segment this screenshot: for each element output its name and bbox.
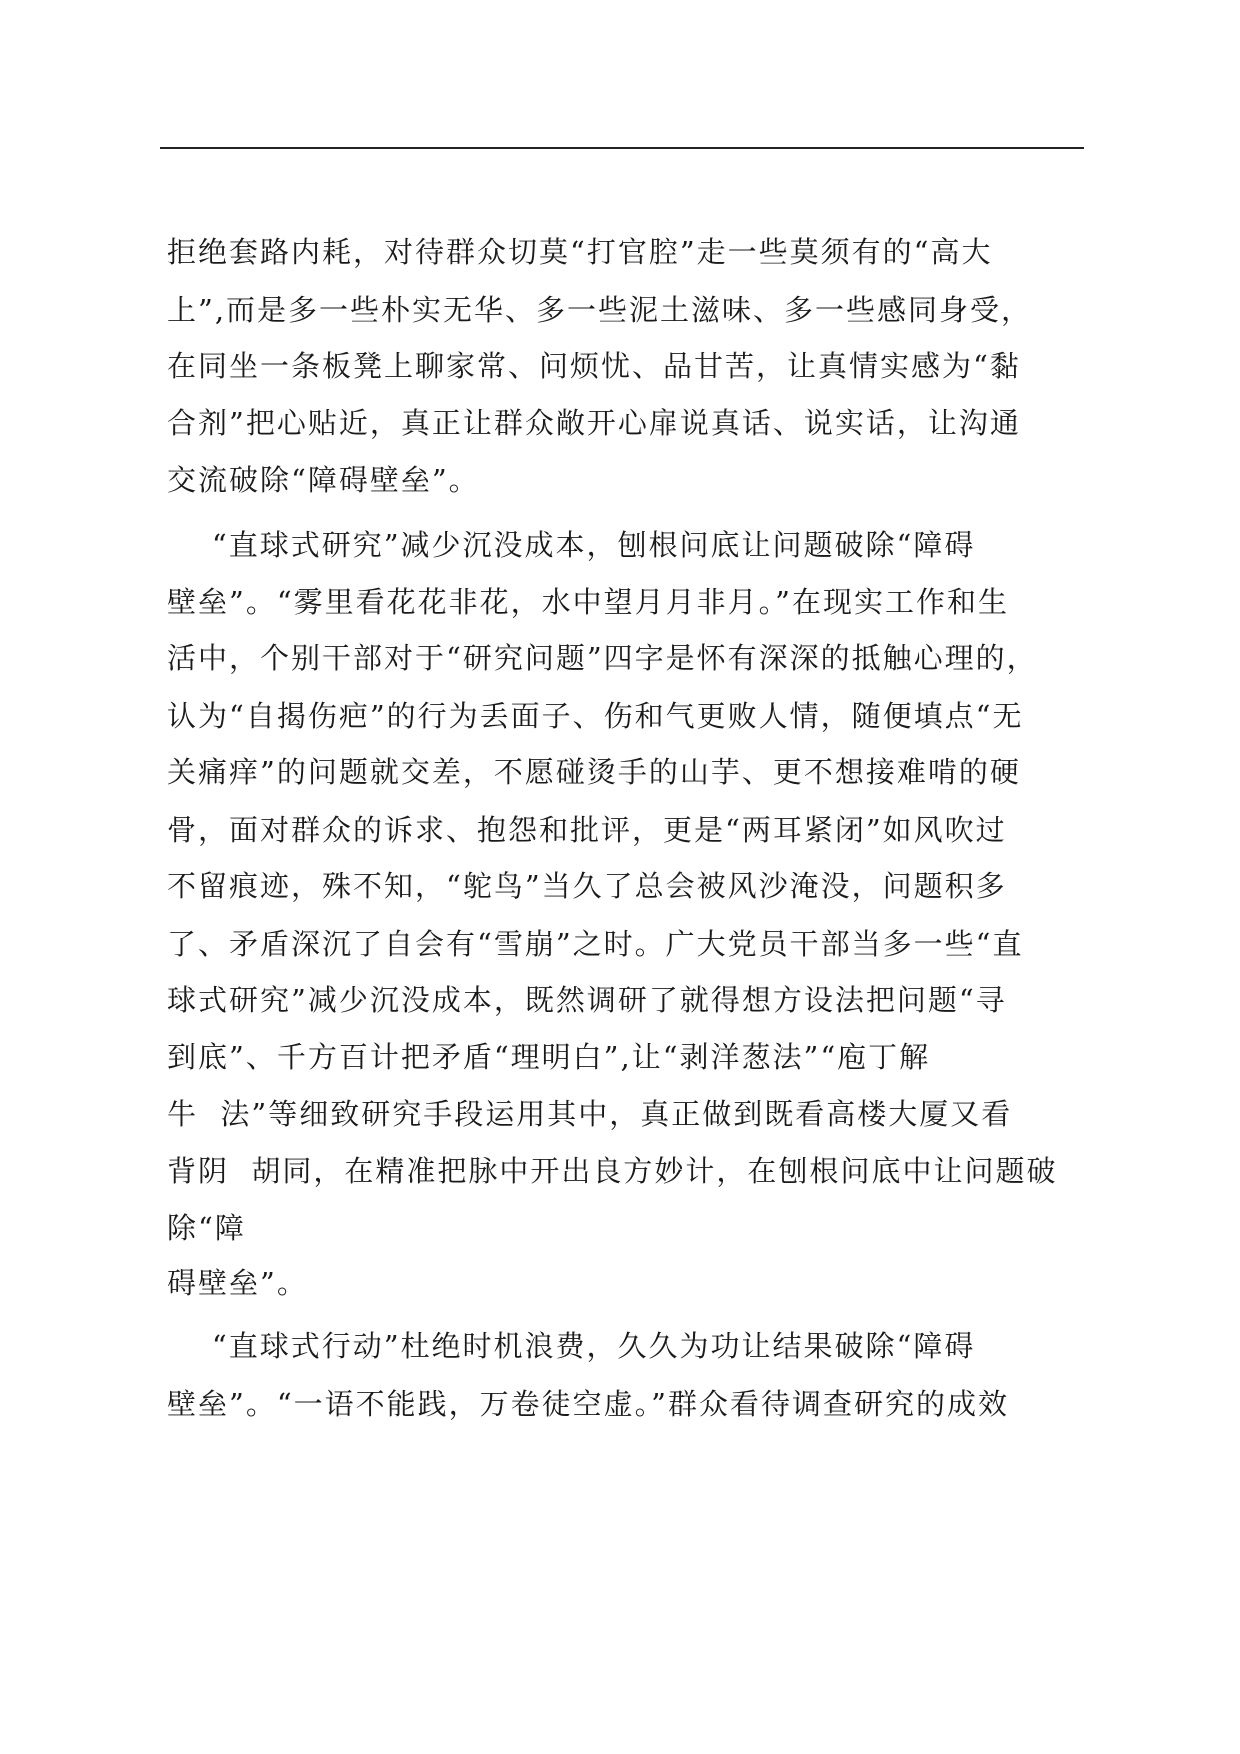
text-line: 牛 法”等细致研究手段运用其中，真正做到既看高楼大厦又看 — [167, 1097, 1013, 1131]
text-line: 碍壁垒”。 — [167, 1266, 308, 1300]
text-line: 壁垒”。“雾里看花花非花，水中望月月非月。”在现实工作和生 — [167, 585, 1009, 619]
header-rule — [160, 147, 1084, 149]
text-line: 在同坐一条板凳上聊家常、问烦忧、品甘苦，让真情实感为“黏 — [167, 349, 1021, 383]
text-line: 关痛痒”的问题就交差，不愿碰烫手的山芋、更不想接难啃的硬 — [167, 755, 1021, 789]
text-line: 背阴 胡同，在精准把脉中开出良方妙计，在刨根问底中让问题破 — [167, 1154, 1058, 1188]
text-line: 不留痕迹，殊不知，“鸵鸟”当久了总会被风沙淹没，问题积多 — [167, 869, 1007, 903]
text-line: 认为“自揭伤疤”的行为丢面子、伤和气更败人情，随便填点“无 — [167, 699, 1024, 733]
text-line: “直球式行动”杜绝时机浪费，久久为功让结果破除“障碍 — [167, 1329, 976, 1363]
text-line: 拒绝套路内耗，对待群众切莫“打官腔”走一些莫须有的“高大 — [167, 235, 993, 269]
text-line: 球式研究”减少沉没成本，既然调研了就得想方设法把问题“寻 — [167, 983, 1007, 1017]
text-line: 壁垒”。“一语不能践，万卷徒空虚。”群众看待调查研究的成效 — [167, 1387, 1009, 1421]
text-line: 骨，面对群众的诉求、抱怨和批评，更是“两耳紧闭”如风吹过 — [167, 813, 1007, 847]
text-line: 除“障 — [167, 1211, 246, 1245]
text-line: 上”,而是多一些朴实无华、多一些泥土滋味、多一些感同身受， — [167, 293, 1033, 327]
text-line: 交流破除“障碍壁垒”。 — [167, 463, 480, 497]
text-line: 到底”、千方百计把矛盾“理明白”,让“剥洋葱法”“庖丁解 — [167, 1040, 931, 1074]
text-line: 了、矛盾深沉了自会有“雪崩”之时。广大党员干部当多一些“直 — [167, 927, 1024, 961]
text-line: “直球式研究”减少沉没成本，刨根问底让问题破除“障碍 — [167, 528, 976, 562]
text-line: 活中，个别干部对于“研究问题”四字是怀有深深的抵触心理的， — [167, 641, 1038, 675]
text-line: 合剂”把心贴近，真正让群众敞开心扉说真话、说实话，让沟通 — [167, 406, 1021, 440]
